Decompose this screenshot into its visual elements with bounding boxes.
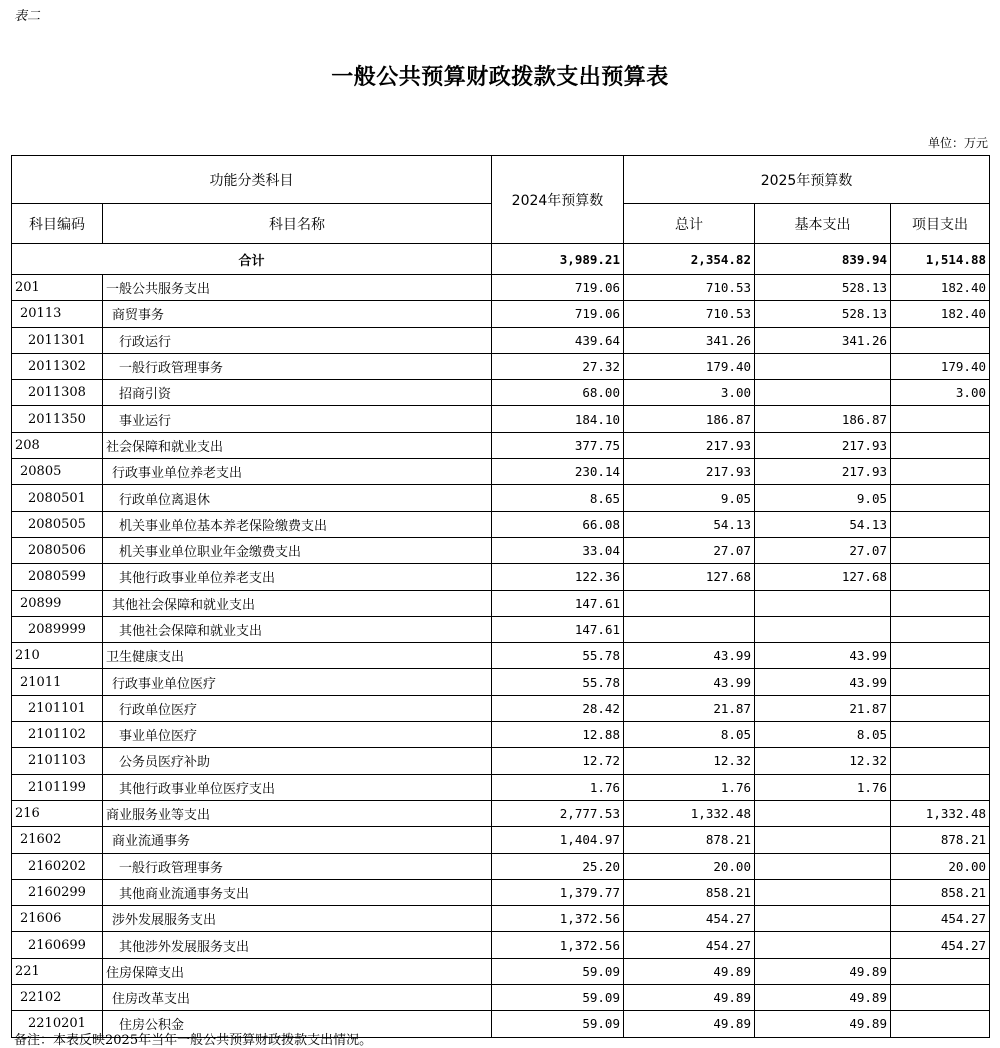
table-row <box>12 827 990 853</box>
row-name: 社会保障和就业支出 <box>103 432 492 458</box>
row-project <box>891 590 990 616</box>
row-basic <box>755 380 891 406</box>
table-row <box>12 958 990 984</box>
row-basic: 49.89 <box>755 985 891 1011</box>
row-basic: 186.87 <box>755 406 891 432</box>
row-name: 机关事业单位基本养老保险缴费支出 <box>103 511 492 537</box>
row-b2024: 719.06 <box>492 275 624 301</box>
row-code: 2089999 <box>12 616 103 642</box>
row-code: 210 <box>12 643 103 669</box>
row-total: 3.00 <box>624 380 755 406</box>
row-b2024: 122.36 <box>492 564 624 590</box>
row-b2024: 147.61 <box>492 616 624 642</box>
row-project: 454.27 <box>891 906 990 932</box>
row-b2024: 59.09 <box>492 985 624 1011</box>
table-row <box>12 643 990 669</box>
row-project <box>891 485 990 511</box>
row-basic <box>755 590 891 616</box>
row-basic <box>755 906 891 932</box>
row-total: 49.89 <box>624 985 755 1011</box>
table-row <box>12 380 990 406</box>
row-name: 一般公共服务支出 <box>103 275 492 301</box>
row-b2024: 12.72 <box>492 748 624 774</box>
row-code: 221 <box>12 958 103 984</box>
unit-label: 单位：万元 <box>927 136 988 150</box>
row-project <box>891 432 990 458</box>
header-func-class: 功能分类科目 <box>12 156 492 204</box>
row-code: 21606 <box>12 906 103 932</box>
row-total: 8.05 <box>624 722 755 748</box>
table-row <box>12 695 990 721</box>
row-name: 行政运行 <box>103 327 492 353</box>
row-name: 招商引资 <box>103 380 492 406</box>
row-code: 201 <box>12 275 103 301</box>
row-total <box>624 616 755 642</box>
row-total: 217.93 <box>624 432 755 458</box>
row-code: 2101103 <box>12 748 103 774</box>
row-b2024: 1.76 <box>492 774 624 800</box>
row-total: 878.21 <box>624 827 755 853</box>
row-code: 20805 <box>12 459 103 485</box>
row-total: 43.99 <box>624 669 755 695</box>
row-basic: 1.76 <box>755 774 891 800</box>
table-row <box>12 669 990 695</box>
row-b2024: 55.78 <box>492 669 624 695</box>
table-row <box>12 774 990 800</box>
header-budget-2025: 2025年预算数 <box>624 156 990 204</box>
row-b2024: 1,372.56 <box>492 906 624 932</box>
row-total: 710.53 <box>624 301 755 327</box>
row-b2024: 33.04 <box>492 537 624 563</box>
row-basic: 12.32 <box>755 748 891 774</box>
row-project <box>891 616 990 642</box>
row-basic: 217.93 <box>755 459 891 485</box>
row-basic: 528.13 <box>755 275 891 301</box>
table-row <box>12 879 990 905</box>
row-project <box>891 564 990 590</box>
row-b2024: 66.08 <box>492 511 624 537</box>
row-basic <box>755 932 891 958</box>
row-basic: 9.05 <box>755 485 891 511</box>
row-b2024: 8.65 <box>492 485 624 511</box>
row-name: 住房公积金 <box>103 1011 492 1037</box>
table-row <box>12 485 990 511</box>
row-name: 一般行政管理事务 <box>103 853 492 879</box>
row-b2024: 59.09 <box>492 958 624 984</box>
row-basic: 8.05 <box>755 722 891 748</box>
row-basic: 49.89 <box>755 1011 891 1037</box>
row-total: 217.93 <box>624 459 755 485</box>
row-code: 2080501 <box>12 485 103 511</box>
row-basic <box>755 800 891 826</box>
header-basic: 基本支出 <box>755 204 891 244</box>
row-project <box>891 958 990 984</box>
row-b2024: 59.09 <box>492 1011 624 1037</box>
row-project: 1,332.48 <box>891 800 990 826</box>
row-name: 其他涉外发展服务支出 <box>103 932 492 958</box>
row-name: 卫生健康支出 <box>103 643 492 669</box>
row-b2024: 230.14 <box>492 459 624 485</box>
row-project <box>891 748 990 774</box>
row-code: 2160202 <box>12 853 103 879</box>
row-code: 2101199 <box>12 774 103 800</box>
row-total: 21.87 <box>624 695 755 721</box>
table-row <box>12 511 990 537</box>
row-total: 9.05 <box>624 485 755 511</box>
row-name: 行政单位离退休 <box>103 485 492 511</box>
total-total: 2,354.82 <box>624 244 755 275</box>
header-name: 科目名称 <box>103 204 492 244</box>
row-total: 127.68 <box>624 564 755 590</box>
row-b2024: 25.20 <box>492 853 624 879</box>
row-b2024: 28.42 <box>492 695 624 721</box>
row-b2024: 68.00 <box>492 380 624 406</box>
row-code: 2011301 <box>12 327 103 353</box>
row-code: 2011350 <box>12 406 103 432</box>
row-basic: 528.13 <box>755 301 891 327</box>
row-project <box>891 722 990 748</box>
row-code: 2160299 <box>12 879 103 905</box>
row-project <box>891 643 990 669</box>
row-total <box>624 590 755 616</box>
row-project: 179.40 <box>891 353 990 379</box>
row-name: 住房保障支出 <box>103 958 492 984</box>
total-b2024: 3,989.21 <box>492 244 624 275</box>
row-total: 49.89 <box>624 958 755 984</box>
table-row <box>12 432 990 458</box>
row-basic <box>755 879 891 905</box>
row-project <box>891 774 990 800</box>
row-b2024: 27.32 <box>492 353 624 379</box>
row-basic: 43.99 <box>755 669 891 695</box>
total-basic: 839.94 <box>755 244 891 275</box>
table-row <box>12 327 990 353</box>
table-row <box>12 800 990 826</box>
table-row <box>12 406 990 432</box>
row-code: 2080599 <box>12 564 103 590</box>
row-name: 其他行政事业单位医疗支出 <box>103 774 492 800</box>
row-basic: 217.93 <box>755 432 891 458</box>
row-code: 2210201 <box>12 1011 103 1037</box>
row-name: 其他商业流通事务支出 <box>103 879 492 905</box>
row-total: 27.07 <box>624 537 755 563</box>
row-project <box>891 511 990 537</box>
row-code: 22102 <box>12 985 103 1011</box>
row-project <box>891 669 990 695</box>
row-name: 机关事业单位职业年金缴费支出 <box>103 537 492 563</box>
row-total: 12.32 <box>624 748 755 774</box>
row-name: 商贸事务 <box>103 301 492 327</box>
row-name: 行政单位医疗 <box>103 695 492 721</box>
table-row <box>12 748 990 774</box>
row-total: 49.89 <box>624 1011 755 1037</box>
row-basic <box>755 827 891 853</box>
table-row <box>12 985 990 1011</box>
row-code: 2080505 <box>12 511 103 537</box>
row-name: 行政事业单位养老支出 <box>103 459 492 485</box>
table-row <box>12 590 990 616</box>
header-code: 科目编码 <box>12 204 103 244</box>
row-total: 710.53 <box>624 275 755 301</box>
row-project: 454.27 <box>891 932 990 958</box>
row-name: 其他社会保障和就业支出 <box>103 590 492 616</box>
row-total: 179.40 <box>624 353 755 379</box>
row-total: 454.27 <box>624 932 755 958</box>
row-code: 21602 <box>12 827 103 853</box>
row-code: 208 <box>12 432 103 458</box>
row-b2024: 719.06 <box>492 301 624 327</box>
row-project: 182.40 <box>891 275 990 301</box>
row-b2024: 439.64 <box>492 327 624 353</box>
row-project <box>891 537 990 563</box>
row-total: 858.21 <box>624 879 755 905</box>
header-total: 总计 <box>624 204 755 244</box>
table-label: 表二 <box>14 9 41 24</box>
row-b2024: 1,372.56 <box>492 932 624 958</box>
row-basic: 341.26 <box>755 327 891 353</box>
row-code: 2101102 <box>12 722 103 748</box>
row-b2024: 1,379.77 <box>492 879 624 905</box>
row-name: 其他行政事业单位养老支出 <box>103 564 492 590</box>
row-code: 21011 <box>12 669 103 695</box>
row-b2024: 12.88 <box>492 722 624 748</box>
total-label: 合计 <box>12 244 492 275</box>
row-code: 2160699 <box>12 932 103 958</box>
row-project: 858.21 <box>891 879 990 905</box>
row-project <box>891 406 990 432</box>
budget-table <box>11 155 990 1038</box>
row-code: 2101101 <box>12 695 103 721</box>
row-code: 216 <box>12 800 103 826</box>
row-b2024: 147.61 <box>492 590 624 616</box>
row-code: 2080506 <box>12 537 103 563</box>
row-b2024: 1,404.97 <box>492 827 624 853</box>
row-code: 20899 <box>12 590 103 616</box>
row-code: 20113 <box>12 301 103 327</box>
row-total: 1.76 <box>624 774 755 800</box>
row-total: 186.87 <box>624 406 755 432</box>
total-row <box>12 244 990 275</box>
row-basic: 49.89 <box>755 958 891 984</box>
total-project: 1,514.88 <box>891 244 990 275</box>
row-total: 20.00 <box>624 853 755 879</box>
row-name: 涉外发展服务支出 <box>103 906 492 932</box>
row-total: 54.13 <box>624 511 755 537</box>
row-project: 878.21 <box>891 827 990 853</box>
row-basic: 54.13 <box>755 511 891 537</box>
table-row <box>12 906 990 932</box>
header-budget-2024: 2024年预算数 <box>492 156 624 244</box>
row-name: 商业服务业等支出 <box>103 800 492 826</box>
row-name: 事业运行 <box>103 406 492 432</box>
row-basic: 127.68 <box>755 564 891 590</box>
row-project <box>891 1011 990 1037</box>
row-project <box>891 985 990 1011</box>
row-project: 182.40 <box>891 301 990 327</box>
table-row <box>12 353 990 379</box>
row-name: 公务员医疗补助 <box>103 748 492 774</box>
row-total: 454.27 <box>624 906 755 932</box>
row-project: 20.00 <box>891 853 990 879</box>
row-name: 商业流通事务 <box>103 827 492 853</box>
table-row <box>12 932 990 958</box>
row-basic: 43.99 <box>755 643 891 669</box>
footnote: 备注：本表反映2025年当年一般公共预算财政拨款支出情况。 <box>14 1033 373 1048</box>
row-name: 一般行政管理事务 <box>103 353 492 379</box>
row-basic <box>755 616 891 642</box>
row-project <box>891 695 990 721</box>
header-project: 项目支出 <box>891 204 990 244</box>
table-row <box>12 722 990 748</box>
row-code: 2011308 <box>12 380 103 406</box>
row-name: 其他社会保障和就业支出 <box>103 616 492 642</box>
row-name: 事业单位医疗 <box>103 722 492 748</box>
row-total: 1,332.48 <box>624 800 755 826</box>
row-project <box>891 459 990 485</box>
row-b2024: 2,777.53 <box>492 800 624 826</box>
page-title: 一般公共预算财政拨款支出预算表 <box>331 64 669 90</box>
row-name: 住房改革支出 <box>103 985 492 1011</box>
table-row <box>12 459 990 485</box>
row-b2024: 55.78 <box>492 643 624 669</box>
table-row <box>12 301 990 327</box>
table-row <box>12 853 990 879</box>
table-row <box>12 537 990 563</box>
table-row <box>12 616 990 642</box>
row-code: 2011302 <box>12 353 103 379</box>
row-project <box>891 327 990 353</box>
row-name: 行政事业单位医疗 <box>103 669 492 695</box>
row-total: 341.26 <box>624 327 755 353</box>
row-basic <box>755 853 891 879</box>
row-total: 43.99 <box>624 643 755 669</box>
table-row <box>12 275 990 301</box>
table-row <box>12 564 990 590</box>
row-b2024: 184.10 <box>492 406 624 432</box>
row-basic: 21.87 <box>755 695 891 721</box>
row-b2024: 377.75 <box>492 432 624 458</box>
row-basic: 27.07 <box>755 537 891 563</box>
row-project: 3.00 <box>891 380 990 406</box>
row-basic <box>755 353 891 379</box>
